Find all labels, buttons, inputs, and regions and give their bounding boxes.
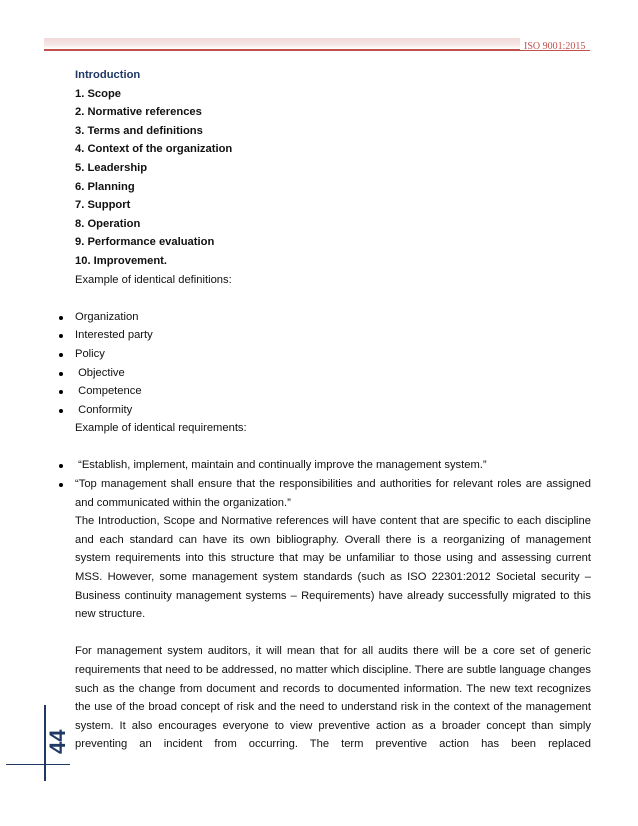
bullet-icon <box>59 372 63 376</box>
toc-item: 7. Support <box>75 199 131 212</box>
list-item: Conformity <box>59 401 591 420</box>
bullet-icon <box>59 464 63 468</box>
requirements-list <box>75 456 591 512</box>
list-item: Interested party <box>59 326 591 345</box>
toc-item: 9. Performance evaluation <box>75 236 215 249</box>
bullet-icon <box>59 409 63 413</box>
paragraph: The Introduction, Scope and Normative references will have content that are specific to each discipline and each standard can have its own bibliography. Overall there is a reorganizing of management system requirements into this structure that may be unfamiliar to those using and assessing current MSS. However, some management system standards (such as ISO 22301:2012 Societal security – Business continuity management systems – Requirements) have already successfully migrated to this new structure. <box>75 515 591 621</box>
requirements-heading: Example of identical requirements: <box>75 422 247 435</box>
list-item: Objective <box>59 364 591 383</box>
list-item: Competence <box>59 382 591 401</box>
bullet-icon <box>59 353 63 357</box>
header-standard: ISO 9001:2015 <box>524 41 586 52</box>
header-rule <box>44 50 590 51</box>
paragraph: For management system auditors, it will mean that for all audits there will be a core set of generic requirements that need to be addressed, no matter which discipline. There are subtle language changes such as the change from document and records to documented information. The new text recognizes the use of the broad concept of risk and the need to understand risk in the context of the management system. It also encourages everyone to view preventive action as a broader concept than simply preventing an incident from occurring. The term preventive action has been replaced <box>75 645 591 751</box>
toc-intro: Introduction <box>75 69 141 81</box>
bullet-icon <box>59 483 63 487</box>
page-number-underline <box>6 764 70 765</box>
toc-item: 6. Planning <box>75 180 135 193</box>
page-number: 44 <box>45 729 70 755</box>
toc-item: 1. Scope <box>75 87 122 100</box>
list-item: Organization <box>59 308 591 327</box>
toc-item: 5. Leadership <box>75 161 148 174</box>
page-content <box>75 66 591 754</box>
toc-item: 4. Context of the organization <box>75 143 233 156</box>
bullet-icon <box>59 334 63 338</box>
toc-item: 10. Improvement. <box>75 254 168 267</box>
bullet-icon <box>59 390 63 394</box>
list-item: “Top management shall ensure that the responsibilities and authorities for relevant roles are assigned and communicated within the organization.” <box>59 475 591 512</box>
definitions-heading: Example of identical definitions: <box>75 273 232 286</box>
bullet-icon <box>59 316 63 320</box>
toc-item: 3. Terms and definitions <box>75 124 203 137</box>
definitions-list <box>75 308 591 420</box>
list-item: Policy <box>59 345 591 364</box>
list-item: “Establish, implement, maintain and continually improve the management system.” <box>59 456 591 475</box>
toc-item: 8. Operation <box>75 217 141 230</box>
toc-item: 2. Normative references <box>75 106 202 119</box>
